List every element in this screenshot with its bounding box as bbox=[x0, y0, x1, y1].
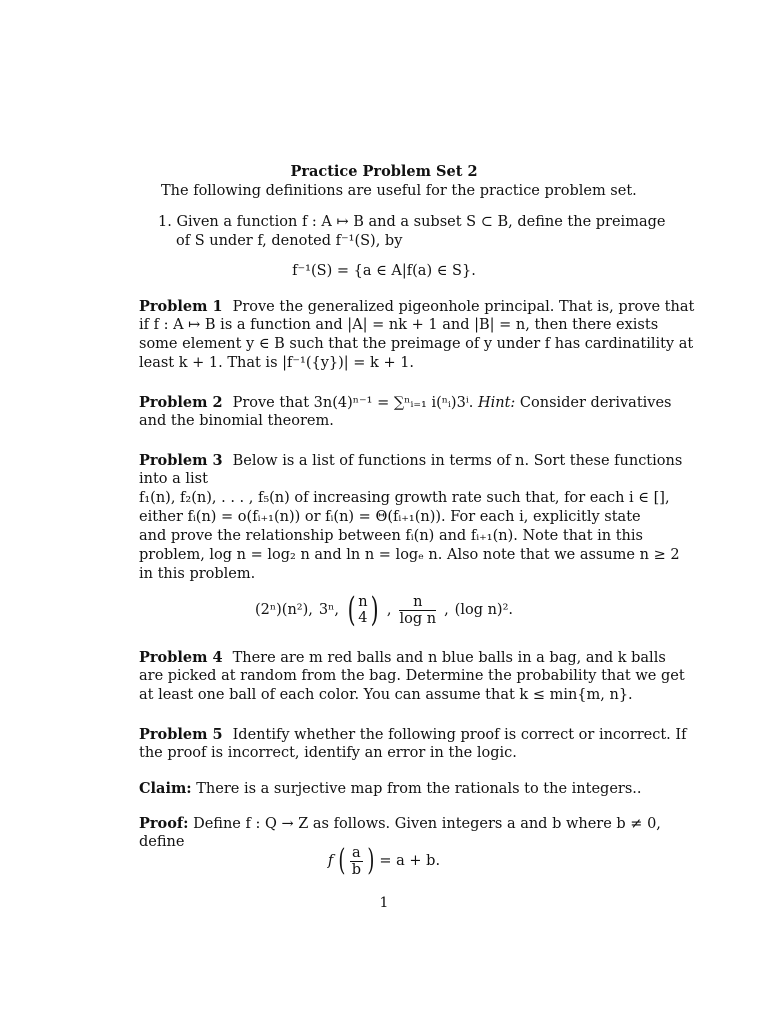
problem-5-text: Identify whether the following proof is correct or incorrect. If bbox=[232, 727, 687, 743]
page-title: Practice Problem Set 2 bbox=[290, 163, 478, 180]
problem-3-label: Problem 3 bbox=[139, 452, 223, 469]
proof-fraction bbox=[350, 845, 363, 878]
definition-1-display-equation: f⁻¹(S) = {a ∈ A|f(a) ∈ S}. bbox=[292, 263, 476, 279]
proof-text: Define f : Q → Z as follows. Given integers a and b where b ≠ 0, bbox=[193, 816, 661, 832]
proof-fraction-parens: ( $\frac{a}{b}$ ) bbox=[338, 843, 375, 878]
problem-4-line-3: at least one ball of each color. You can assume that k ≤ min{m, n}. bbox=[139, 687, 633, 703]
problem-3-line-1 bbox=[139, 451, 683, 471]
claim-line bbox=[139, 779, 642, 799]
problem-2-line-1 bbox=[139, 393, 672, 413]
problem-5-label: Problem 5 bbox=[139, 726, 223, 743]
problem-3-text: Below is a list of functions in terms of n. Sort these functions bbox=[232, 453, 683, 469]
problem-3-line-4: either fᵢ(n) = o(fᵢ₊₁(n)) or fᵢ(n) = Θ(fᵢ₊₁(n)). For each i, explicitly state bbox=[139, 509, 641, 525]
problem-4-line-1 bbox=[139, 648, 666, 668]
proof-label: Proof: bbox=[139, 815, 189, 832]
problem-2-line-2: and the binomial theorem. bbox=[139, 413, 334, 429]
problem-1-line-2: if f : A ↦ B is a function and |A| = nk + 1 and |B| = n, then there exists bbox=[139, 317, 659, 333]
intro-text: The following definitions are useful for the practice problem set. bbox=[161, 183, 637, 199]
problem-3-line-3: f₁(n), f₂(n), . . . , f₅(n) of increasing growth rate such that, for each i ∈ [], bbox=[139, 490, 670, 506]
proof-display-rest: = a + b. bbox=[379, 852, 441, 869]
problem-3-line-6: problem, log n = log₂ n and ln n = logₑ n. Also note that we assume n ≥ 2 bbox=[139, 547, 680, 563]
problem-1-line-4: least k + 1. That is |f⁻¹({y})| = k + 1. bbox=[139, 355, 415, 371]
problem-2-hint-label: Hint: bbox=[477, 395, 516, 411]
fraction-denominator: log n bbox=[399, 610, 437, 627]
problem-2-equation: Prove that 3n(4)ⁿ⁻¹ = ∑ⁿᵢ₌₁ i(ⁿᵢ)3ⁱ. bbox=[232, 395, 474, 411]
proof-fraction-numerator: a bbox=[352, 844, 361, 861]
problem-3-function-list: (2ⁿ)(n²), 3ⁿ, ( n 4 ) , $\frac{n}{\text{log n}}$ , (log n)². bbox=[254, 590, 514, 630]
claim-label: Claim: bbox=[139, 780, 192, 797]
binomial-coefficient: ( n 4 ) bbox=[347, 590, 379, 630]
claim-text: There is a surjective map from the rationals to the integers.. bbox=[196, 781, 642, 797]
proof-function-symbol: f bbox=[327, 852, 334, 869]
proof-line-2: define bbox=[139, 834, 185, 850]
binomial-bottom: 4 bbox=[358, 610, 368, 626]
function-term-5: (log n)². bbox=[454, 601, 514, 618]
problem-5-line-1 bbox=[139, 725, 687, 745]
binomial-top: n bbox=[358, 594, 368, 610]
problem-3-line-5: and prove the relationship between fᵢ(n) and fᵢ₊₁(n). Note that in this bbox=[139, 528, 643, 544]
problem-1-label: Problem 1 bbox=[139, 298, 223, 315]
problem-5-line-2: the proof is incorrect, identify an error in the logic. bbox=[139, 745, 517, 761]
problem-1-line-1 bbox=[139, 297, 695, 317]
fraction-n-over-log-n bbox=[399, 594, 436, 627]
problem-1-line-3: some element y ∈ B such that the preimage of y under f has cardinatility at bbox=[139, 336, 694, 352]
problem-4-label: Problem 4 bbox=[139, 649, 223, 666]
page-number: 1 bbox=[379, 895, 389, 911]
problem-3-line-2: into a list bbox=[139, 471, 208, 487]
definition-1-line-2: of S under f, denoted f⁻¹(S), by bbox=[176, 233, 403, 249]
proof-display-equation bbox=[0, 843, 768, 879]
proof-fraction-denominator: b bbox=[351, 861, 361, 878]
problem-4-line-2: are picked at random from the bag. Determine the probability that we get bbox=[139, 668, 685, 684]
fraction-numerator: n bbox=[399, 594, 436, 611]
definition-1-line-1: 1. Given a function f : A ↦ B and a subset S ⊂ B, define the preimage bbox=[158, 214, 666, 230]
problem-1-text: Prove the generalized pigeonhole principal. That is, prove that bbox=[232, 299, 695, 315]
proof-line-1 bbox=[139, 814, 661, 834]
problem-2-label: Problem 2 bbox=[139, 394, 223, 411]
function-term-2: 3ⁿ, bbox=[318, 601, 339, 618]
problem-3-line-7: in this problem. bbox=[139, 566, 256, 582]
problem-2-hint-text: Consider derivatives bbox=[519, 395, 672, 411]
function-term-1: (2ⁿ)(n²), bbox=[254, 601, 313, 618]
problem-4-text: There are m red balls and n blue balls in a bag, and k balls bbox=[232, 650, 666, 666]
